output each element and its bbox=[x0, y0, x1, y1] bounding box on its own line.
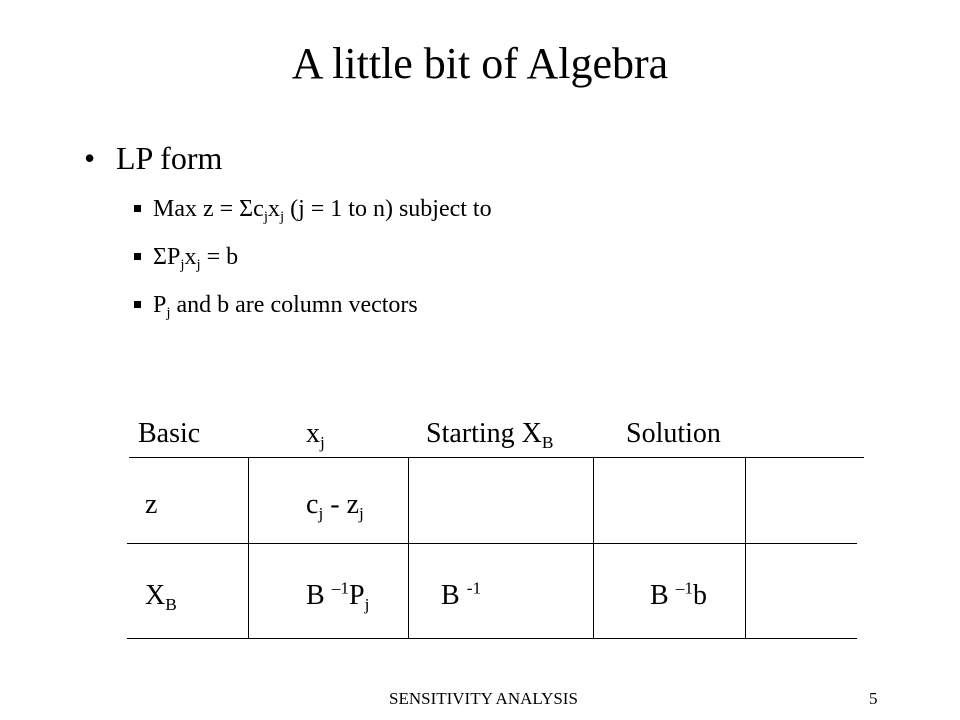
table-divider-2 bbox=[408, 457, 409, 638]
row-xb-basic: $X_B$ bbox=[145, 580, 177, 615]
table-bottom-rule bbox=[127, 638, 857, 639]
row-z-cj-zj: $c_j - z_j$ bbox=[306, 489, 364, 524]
subbullet-objective: Max $z = \Sigma c_jx_j$ (j = 1 to n) subject to bbox=[134, 196, 492, 223]
row-xb-binv-pj: B $^{-1}P_j$ bbox=[306, 578, 370, 615]
header-xj: $x_j$ bbox=[306, 418, 325, 453]
page-number: 5 bbox=[869, 689, 878, 708]
table-header-rule bbox=[129, 457, 864, 458]
header-solution: Solution bbox=[626, 418, 721, 449]
slide-title: A little bit of Algebra bbox=[291, 39, 669, 88]
table-divider-4 bbox=[745, 457, 746, 638]
bullet-lp-form bbox=[84, 140, 222, 177]
square-bullet-icon bbox=[134, 301, 141, 308]
footer-label: SENSITIVITY ANALYSIS bbox=[389, 689, 578, 708]
table-divider-3 bbox=[593, 457, 594, 638]
subbullet-constraint: $\Sigma P_jx_j = b$ bbox=[134, 244, 238, 271]
table-divider-1 bbox=[248, 457, 249, 638]
table-middle-rule bbox=[127, 543, 857, 544]
row-xb-binv: B $^{-1}$ bbox=[441, 578, 482, 611]
bullet-dot-icon: • bbox=[84, 140, 96, 176]
header-basic: Basic bbox=[138, 418, 201, 449]
square-bullet-icon bbox=[134, 253, 141, 260]
row-z-basic: z bbox=[145, 489, 158, 520]
square-bullet-icon bbox=[134, 205, 141, 212]
row-xb-binv-b: B $^{-1}$b bbox=[650, 578, 708, 611]
bullet-lp-form-text: LP form bbox=[116, 140, 223, 176]
subbullet-column-vectors: $P_j$ and b are column vectors bbox=[134, 292, 418, 319]
header-starting-xb: Starting $X_B$ bbox=[426, 418, 554, 453]
